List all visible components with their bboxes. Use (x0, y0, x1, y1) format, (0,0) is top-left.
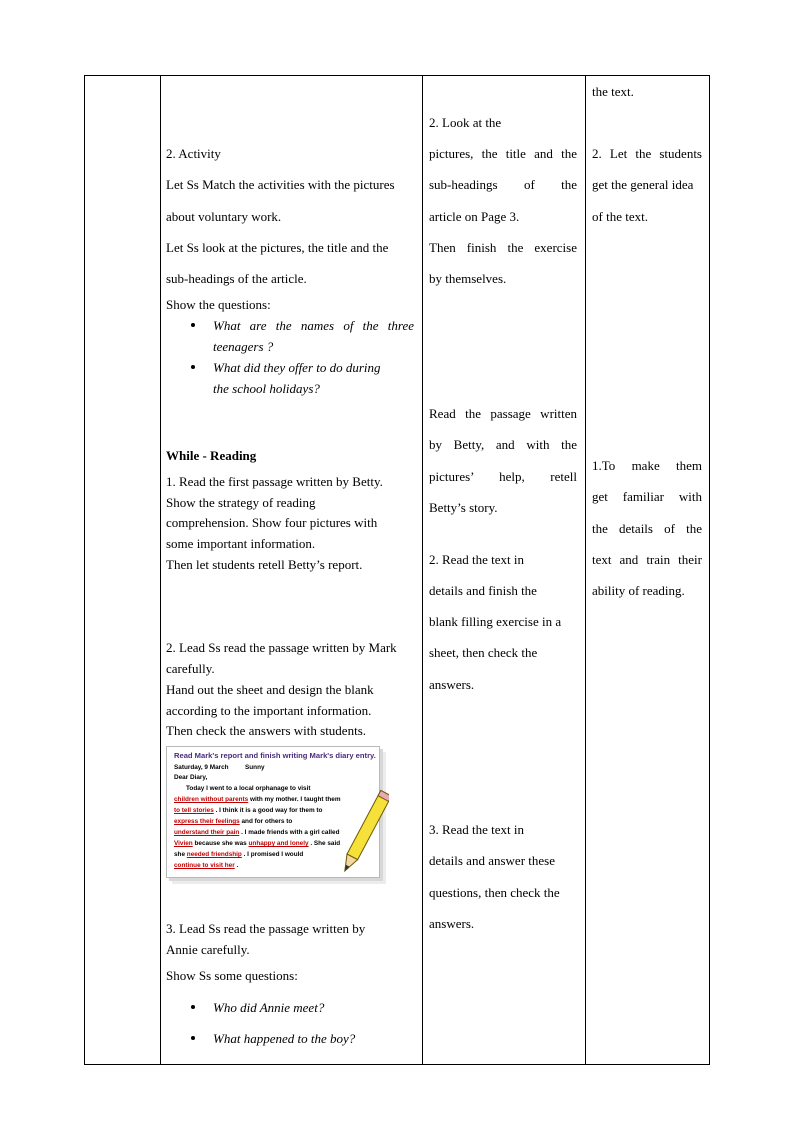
worksheet-line: . I think it is a good way for them to (215, 807, 323, 814)
activity-text: sub-headings of the article. (166, 271, 307, 286)
purpose-text: the details of the (592, 521, 702, 536)
bullet-icon (191, 1005, 195, 1009)
worksheet-greeting: Dear Diary, (174, 774, 208, 781)
student-text: questions, then check the (429, 885, 560, 900)
student-text: sub-headings of the (429, 177, 577, 192)
reading-step-text: 2. Lead Ss read the passage written by Mark (166, 640, 397, 655)
worksheet-answer: continue to visit her (174, 862, 235, 869)
student-text: pictures’ help, retell (429, 469, 577, 484)
question-text: What happened to the boy? (213, 1031, 356, 1046)
purpose-text: 2. Let the students (592, 146, 702, 161)
bullet-icon (191, 1036, 195, 1040)
activity-text: about voluntary work. (166, 209, 282, 224)
activity-heading: 2. Activity (166, 146, 221, 161)
worksheet-line: . I promised I would (243, 851, 304, 858)
bullet-icon (191, 323, 195, 327)
reading-step-text: Annie carefully. (166, 942, 250, 957)
student-text: 2. Look at the (429, 115, 502, 130)
student-text: pictures, the title and the (429, 146, 577, 161)
purpose-text: of the text. (592, 209, 648, 224)
show-questions-label: Show the questions: (166, 297, 271, 312)
reading-step-text: some important information. (166, 536, 316, 551)
worksheet-line: with my mother. I taught them (250, 796, 341, 803)
purpose-text: get familiar with (592, 489, 702, 504)
reading-step-text: 1. Read the first passage written by Betty. (166, 474, 383, 489)
worksheet-line: because she was (194, 840, 247, 847)
reading-step-text: Show Ss some questions: (166, 968, 298, 983)
student-text: sheet, then check the (429, 645, 538, 660)
column-divider (422, 76, 423, 1064)
worksheet-answer: children without parents (174, 796, 249, 803)
reading-step-text: Then let students retell Betty’s report. (166, 557, 363, 572)
activity-text: Let Ss Match the activities with the pictures (166, 177, 395, 192)
worksheet-line: . I made friends with a girl called (241, 829, 340, 836)
worksheet-answer: express their feelings (174, 818, 240, 825)
worksheet-weather: Sunny (245, 764, 265, 771)
reading-step-text: carefully. (166, 661, 215, 676)
student-text: details and answer these (429, 853, 555, 868)
worksheet-line: . (236, 862, 239, 869)
worksheet-line: and for others to (241, 818, 293, 825)
worksheet-line: Today I went to a local orphanage to visit (186, 785, 311, 792)
question-text: teenagers ? (213, 339, 274, 354)
reading-step-text: according to the important information. (166, 703, 372, 718)
worksheet-answer: needed friendship (186, 851, 242, 858)
while-reading-heading: While - Reading (166, 448, 257, 463)
question-text: the school holidays? (213, 381, 320, 396)
pencil-icon (341, 784, 389, 882)
question-text: What are the names of the three (213, 318, 414, 333)
worksheet-title: Read Mark's report and finish writing Mark's diary entry. (174, 751, 376, 760)
reading-step-text: Show the strategy of reading (166, 495, 316, 510)
reading-step-text: Hand out the sheet and design the blank (166, 682, 374, 697)
student-text: blank filling exercise in a (429, 614, 562, 629)
student-text: details and finish the (429, 583, 537, 598)
diary-worksheet-image (166, 746, 388, 884)
worksheet-date: Saturday, 9 March (174, 764, 229, 771)
reading-step-text: Then check the answers with students. (166, 723, 367, 738)
worksheet-answer: Vivien (174, 840, 193, 847)
purpose-text: text and train their (592, 552, 702, 567)
activity-text: Let Ss look at the pictures, the title and the (166, 240, 389, 255)
student-text: by Betty, and with the (429, 437, 577, 452)
bullet-icon (191, 365, 195, 369)
purpose-text: get the general idea (592, 177, 694, 192)
question-text: What did they offer to do during (213, 360, 381, 375)
student-text: answers. (429, 916, 475, 931)
worksheet-answer: to tell stories (174, 807, 214, 814)
student-text: 3. Read the text in (429, 822, 524, 837)
student-text: article on Page 3. (429, 209, 520, 224)
student-text: answers. (429, 677, 475, 692)
student-text: 2. Read the text in (429, 552, 524, 567)
worksheet-line: . She said (310, 840, 341, 847)
purpose-text: ability of reading. (592, 583, 685, 598)
reading-step-text: comprehension. Show four pictures with (166, 515, 378, 530)
question-text: Who did Annie meet? (213, 1000, 325, 1015)
worksheet-answer: understand their pain (174, 829, 240, 836)
purpose-text: the text. (592, 84, 634, 99)
student-text: Then finish the exercise (429, 240, 577, 255)
student-text: Betty’s story. (429, 500, 498, 515)
worksheet-line: she (174, 851, 186, 858)
student-text: Read the passage written (429, 406, 577, 421)
reading-step-text: 3. Lead Ss read the passage written by (166, 921, 366, 936)
purpose-text: 1.To make them (592, 458, 702, 473)
column-divider (585, 76, 586, 1064)
student-text: by themselves. (429, 271, 507, 286)
worksheet-answer: unhappy and lonely (248, 840, 309, 847)
column-divider (160, 76, 161, 1064)
